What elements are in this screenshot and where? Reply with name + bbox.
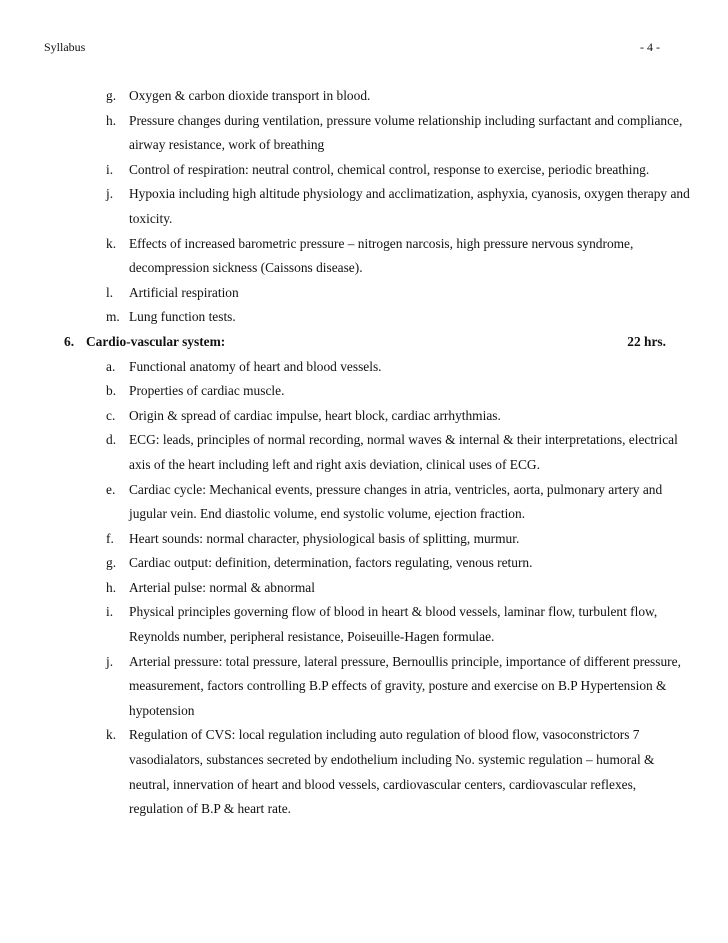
list-item-text: Cardiac output: definition, determination, factors regulating, venous return. [129, 555, 533, 571]
list-marker: h. [106, 112, 117, 128]
list-item [0, 84, 728, 109]
list-item [0, 551, 728, 576]
list-item [0, 355, 728, 380]
list-item [0, 723, 728, 821]
list-item [0, 109, 728, 158]
list-item-text: Regulation of CVS: local regulation including auto regulation of blood flow, vasoconstrictors 7 vasodialators, substances secreted by endothelium including No. systemic regulation – humoral & neutral, innervation of heart and blood vessels, cardiovascular centers, cardiovascular reflexes, regulation of B.P & heart rate. [129, 727, 655, 817]
list-item [0, 576, 728, 601]
list-marker: i. [106, 161, 114, 177]
list-item-text: Origin & spread of cardiac impulse, heart block, cardiac arrhythmias. [129, 407, 501, 423]
list-item [0, 158, 728, 183]
list-item [0, 281, 728, 306]
list-marker: j. [106, 653, 114, 669]
list-marker: f. [106, 530, 114, 546]
page-header [44, 36, 664, 56]
section-hours: 22 hrs. [627, 333, 666, 349]
list-item [0, 428, 728, 477]
section-number: 6. [64, 333, 75, 349]
syllabus-content [0, 84, 728, 822]
list-marker: g. [106, 555, 117, 571]
list-item-text: Lung function tests. [129, 309, 236, 325]
list-marker: b. [106, 383, 117, 399]
list-marker: l. [106, 284, 114, 300]
list-item [0, 478, 728, 527]
list-item [0, 527, 728, 552]
list-marker: m. [106, 309, 120, 325]
list-item [0, 650, 728, 724]
list-marker: c. [106, 407, 116, 423]
list-item [0, 232, 728, 281]
list-item-text: ECG: leads, principles of normal recording, normal waves & internal & their interpretations, electrical axis of the heart including left and right axis deviation, clinical uses of ECG. [129, 432, 678, 472]
list-item-text: Physical principles governing flow of blood in heart & blood vessels, laminar flow, turbulent flow, Reynolds number, peripheral resistance, Poiseuille-Hagen formulae. [129, 604, 658, 645]
list-item-text: Functional anatomy of heart and blood vessels. [129, 358, 382, 374]
list-item-text: Arterial pulse: normal & abnormal [129, 579, 315, 595]
list-marker: a. [106, 358, 116, 374]
list-item-text: Properties of cardiac muscle. [129, 383, 285, 399]
list-marker: d. [106, 432, 117, 448]
list-marker: j. [106, 186, 114, 202]
list-marker: k. [106, 235, 117, 251]
list-item [0, 379, 728, 404]
list-marker: k. [106, 727, 117, 743]
list-item [0, 305, 728, 330]
list-item [0, 404, 728, 429]
list-item [0, 600, 728, 649]
section-title: Cardio-vascular system: [86, 333, 226, 349]
list-marker: h. [106, 579, 117, 595]
list-item [0, 182, 728, 231]
list-item-text: Oxygen & carbon dioxide transport in blood. [129, 88, 371, 103]
list-marker: g. [106, 88, 117, 103]
list-item-text: Effects of increased barometric pressure – nitrogen narcosis, high pressure nervous syndrome, decompression sickness (Caissons disease). [129, 235, 634, 276]
list-marker: i. [106, 604, 114, 620]
list-item-text: Artificial respiration [129, 284, 239, 300]
list-marker: e. [106, 481, 116, 497]
section-heading [0, 330, 666, 355]
list-item-text: Pressure changes during ventilation, pressure volume relationship including surfactant and compliance, airway resistance, work of breathing [129, 112, 683, 153]
list-item-text: Arterial pressure: total pressure, lateral pressure, Bernoullis principle, importance of different pressure, measurement, factors controlling B.P effects of gravity, posture and exercise on B.P Hypertension & hypotension [129, 653, 681, 718]
list-item-text: Heart sounds: normal character, physiological basis of splitting, murmur. [129, 530, 520, 546]
page-number: - 4 - [640, 40, 660, 54]
list-item-text: Hypoxia including high altitude physiology and acclimatization, asphyxia, cyanosis, oxygen therapy and toxicity. [129, 186, 690, 226]
list-item-text: Control of respiration: neutral control, chemical control, response to exercise, periodic breathing. [129, 161, 650, 177]
document-title: Syllabus [44, 40, 86, 54]
list-item-text: Cardiac cycle: Mechanical events, pressure changes in atria, ventricles, aorta, pulmonary artery and jugular vein. End diastolic volume, end systolic volume, ejection fraction. [129, 481, 663, 522]
